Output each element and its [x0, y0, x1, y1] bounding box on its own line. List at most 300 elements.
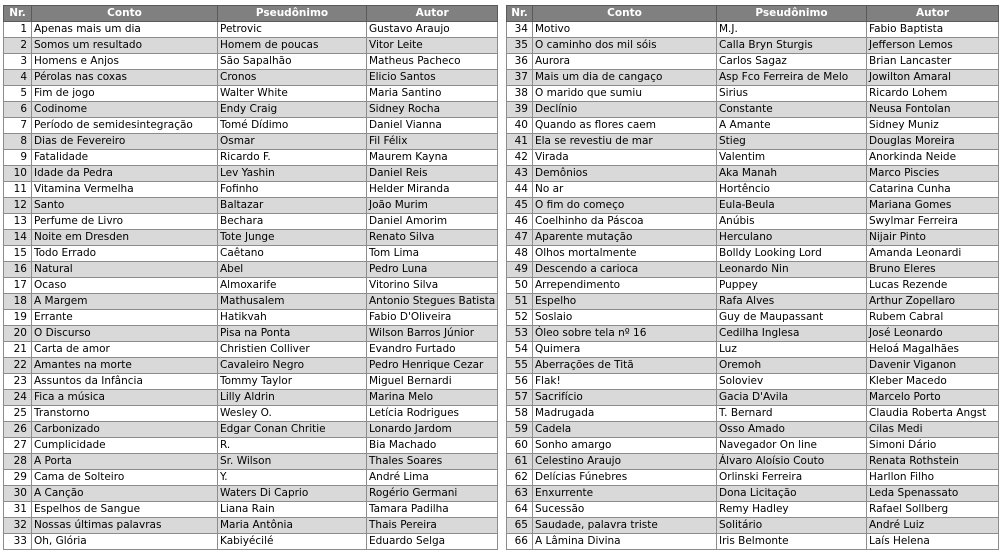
- cell-nr[interactable]: 38: [507, 86, 533, 102]
- cell-pseudonimo[interactable]: Aka Manah: [717, 166, 867, 182]
- cell-pseudonimo[interactable]: Remy Hadley: [717, 502, 867, 518]
- cell-conto[interactable]: Somos um resultado: [32, 38, 218, 54]
- cell-conto[interactable]: Ela se revestiu de mar: [533, 134, 717, 150]
- cell-pseudonimo[interactable]: Pisa na Ponta: [218, 326, 367, 342]
- cell-autor[interactable]: Simoni Dário: [867, 438, 999, 454]
- cell-pseudonimo[interactable]: Lilly Aldrin: [218, 390, 367, 406]
- cell-pseudonimo[interactable]: Orlinski Ferreira: [717, 470, 867, 486]
- cell-pseudonimo[interactable]: Sr. Wilson: [218, 454, 367, 470]
- cell-autor[interactable]: Thales Soares: [367, 454, 498, 470]
- table-row: [4, 310, 498, 326]
- header-pseudonimo[interactable]: Pseudônimo: [218, 6, 367, 22]
- cell-pseudonimo[interactable]: Mathusalem: [218, 294, 367, 310]
- cell-autor[interactable]: Evandro Furtado: [367, 342, 498, 358]
- header-autor[interactable]: Autor: [867, 6, 999, 22]
- cell-autor[interactable]: Daniel Amorim: [367, 214, 498, 230]
- cell-autor[interactable]: Leda Spenassato: [867, 486, 999, 502]
- cell-autor[interactable]: Marcelo Porto: [867, 390, 999, 406]
- cell-autor[interactable]: Bia Machado: [367, 438, 498, 454]
- cell-conto[interactable]: Flak!: [533, 374, 717, 390]
- table-row: [507, 470, 999, 486]
- cell-conto[interactable]: Soslaio: [533, 310, 717, 326]
- cell-conto[interactable]: Oh, Glória: [32, 534, 218, 550]
- cell-pseudonimo[interactable]: Constante: [717, 102, 867, 118]
- cell-pseudonimo[interactable]: Calla Bryn Sturgis: [717, 38, 867, 54]
- cell-conto[interactable]: O fim do começo: [533, 198, 717, 214]
- cell-autor[interactable]: Elicio Santos: [367, 70, 498, 86]
- cell-pseudonimo[interactable]: T. Bernard: [717, 406, 867, 422]
- table-row: [4, 118, 498, 134]
- cell-autor[interactable]: Letícia Rodrigues: [367, 406, 498, 422]
- table-row: [507, 518, 999, 534]
- cell-nr[interactable]: 49: [507, 262, 533, 278]
- cell-autor[interactable]: Eduardo Selga: [367, 534, 498, 550]
- cell-pseudonimo[interactable]: Wesley O.: [218, 406, 367, 422]
- cell-pseudonimo[interactable]: Homem de poucas: [218, 38, 367, 54]
- cell-pseudonimo[interactable]: Waters Di Caprio: [218, 486, 367, 502]
- cell-pseudonimo[interactable]: Liana Rain: [218, 502, 367, 518]
- cell-nr[interactable]: 48: [507, 246, 533, 262]
- cell-pseudonimo[interactable]: Oremoh: [717, 358, 867, 374]
- cell-nr[interactable]: 53: [507, 326, 533, 342]
- cell-pseudonimo[interactable]: Tote Junge: [218, 230, 367, 246]
- cell-autor[interactable]: Amanda Leonardi: [867, 246, 999, 262]
- cell-nr[interactable]: 66: [507, 534, 533, 550]
- cell-nr[interactable]: 31: [4, 502, 32, 518]
- cell-nr[interactable]: 47: [507, 230, 533, 246]
- cell-conto[interactable]: Sonho amargo: [533, 438, 717, 454]
- cell-autor[interactable]: Rogério Germani: [367, 486, 498, 502]
- table-row: [4, 406, 498, 422]
- cell-pseudonimo[interactable]: Edgar Conan Chritie: [218, 422, 367, 438]
- table-row: [507, 534, 999, 550]
- cell-conto[interactable]: Óleo sobre tela nº 16: [533, 326, 717, 342]
- cell-nr[interactable]: 43: [507, 166, 533, 182]
- cell-pseudonimo[interactable]: Maria Antônia: [218, 518, 367, 534]
- cell-conto[interactable]: Madrugada: [533, 406, 717, 422]
- cell-pseudonimo[interactable]: Petrovic: [218, 22, 367, 38]
- cell-autor[interactable]: Swylmar Ferreira: [867, 214, 999, 230]
- header-autor[interactable]: Autor: [367, 6, 498, 22]
- cell-conto[interactable]: Demônios: [533, 166, 717, 182]
- cell-nr[interactable]: 3: [4, 54, 32, 70]
- cell-nr[interactable]: 11: [4, 182, 32, 198]
- cell-pseudonimo[interactable]: Y.: [218, 470, 367, 486]
- cell-conto[interactable]: Todo Errado: [32, 246, 218, 262]
- cell-autor[interactable]: Claudia Roberta Angst: [867, 406, 999, 422]
- cell-autor[interactable]: Anorkinda Neide: [867, 150, 999, 166]
- cell-autor[interactable]: André Lima: [367, 470, 498, 486]
- cell-nr[interactable]: 22: [4, 358, 32, 374]
- cell-nr[interactable]: 20: [4, 326, 32, 342]
- table-row: [507, 502, 999, 518]
- cell-pseudonimo[interactable]: R.: [218, 438, 367, 454]
- cell-conto[interactable]: O marido que sumiu: [533, 86, 717, 102]
- cell-nr[interactable]: 50: [507, 278, 533, 294]
- cell-nr[interactable]: 61: [507, 454, 533, 470]
- cell-pseudonimo[interactable]: Cavaleiro Negro: [218, 358, 367, 374]
- cell-conto[interactable]: Pérolas nas coxas: [32, 70, 218, 86]
- cell-nr[interactable]: 5: [4, 86, 32, 102]
- header-row: [4, 6, 498, 22]
- cell-conto[interactable]: No ar: [533, 182, 717, 198]
- cell-autor[interactable]: Miguel Bernardi: [367, 374, 498, 390]
- cell-pseudonimo[interactable]: Stieg: [717, 134, 867, 150]
- cell-pseudonimo[interactable]: Luz: [717, 342, 867, 358]
- cell-autor[interactable]: Mariana Gomes: [867, 198, 999, 214]
- cell-conto[interactable]: Nossas últimas palavras: [32, 518, 218, 534]
- header-conto[interactable]: Conto: [32, 6, 218, 22]
- table-row: [507, 454, 999, 470]
- cell-autor[interactable]: Jefferson Lemos: [867, 38, 999, 54]
- cell-nr[interactable]: 44: [507, 182, 533, 198]
- cell-autor[interactable]: Brian Lancaster: [867, 54, 999, 70]
- table-row: [4, 150, 498, 166]
- cell-nr[interactable]: 62: [507, 470, 533, 486]
- cell-nr[interactable]: 32: [4, 518, 32, 534]
- cell-pseudonimo[interactable]: Osso Amado: [717, 422, 867, 438]
- cell-conto[interactable]: Codinome: [32, 102, 218, 118]
- table-row: [4, 390, 498, 406]
- cell-conto[interactable]: Coelhinho da Páscoa: [533, 214, 717, 230]
- left-table-body: [4, 22, 498, 550]
- cell-conto[interactable]: Amantes na morte: [32, 358, 218, 374]
- cell-autor[interactable]: Renato Silva: [367, 230, 498, 246]
- cell-conto[interactable]: Fatalidade: [32, 150, 218, 166]
- cell-conto[interactable]: Assuntos da Infância: [32, 374, 218, 390]
- cell-pseudonimo[interactable]: Valentim: [717, 150, 867, 166]
- cell-pseudonimo[interactable]: Rafa Alves: [717, 294, 867, 310]
- cell-pseudonimo[interactable]: Fofinho: [218, 182, 367, 198]
- cell-conto[interactable]: Sacrifício: [533, 390, 717, 406]
- cell-autor[interactable]: Laís Helena: [867, 534, 999, 550]
- cell-pseudonimo[interactable]: Tomé Dídimo: [218, 118, 367, 134]
- cell-pseudonimo[interactable]: Caêtano: [218, 246, 367, 262]
- cell-conto[interactable]: Espelho: [533, 294, 717, 310]
- cell-autor[interactable]: Helder Miranda: [367, 182, 498, 198]
- cell-nr[interactable]: 17: [4, 278, 32, 294]
- cell-autor[interactable]: André Luiz: [867, 518, 999, 534]
- cell-nr[interactable]: 46: [507, 214, 533, 230]
- table-row: [4, 358, 498, 374]
- cell-pseudonimo[interactable]: Hatikvah: [218, 310, 367, 326]
- table-row: [4, 38, 498, 54]
- cell-pseudonimo[interactable]: Navegador On line: [717, 438, 867, 454]
- cell-nr[interactable]: 1: [4, 22, 32, 38]
- cell-pseudonimo[interactable]: Sirius: [717, 86, 867, 102]
- cell-autor[interactable]: Ricardo Lohem: [867, 86, 999, 102]
- cell-conto[interactable]: Santo: [32, 198, 218, 214]
- cell-conto[interactable]: Quimera: [533, 342, 717, 358]
- cell-autor[interactable]: Marina Melo: [367, 390, 498, 406]
- cell-conto[interactable]: O caminho dos mil sóis: [533, 38, 717, 54]
- right-table: [506, 5, 999, 550]
- cell-conto[interactable]: O Discurso: [32, 326, 218, 342]
- cell-nr[interactable]: 29: [4, 470, 32, 486]
- cell-pseudonimo[interactable]: Anúbis: [717, 214, 867, 230]
- cell-conto[interactable]: Arrependimento: [533, 278, 717, 294]
- header-conto[interactable]: Conto: [533, 6, 717, 22]
- cell-conto[interactable]: Período de semidesintegração: [32, 118, 218, 134]
- cell-autor[interactable]: Gustavo Araujo: [367, 22, 498, 38]
- cell-nr[interactable]: 59: [507, 422, 533, 438]
- cell-autor[interactable]: José Leonardo: [867, 326, 999, 342]
- cell-conto[interactable]: Dias de Fevereiro: [32, 134, 218, 150]
- cell-conto[interactable]: Fim de jogo: [32, 86, 218, 102]
- table-row: [507, 406, 999, 422]
- cell-conto[interactable]: Cadela: [533, 422, 717, 438]
- cell-autor[interactable]: Tom Lima: [367, 246, 498, 262]
- cell-pseudonimo[interactable]: Soloviev: [717, 374, 867, 390]
- cell-autor[interactable]: Vitorino Silva: [367, 278, 498, 294]
- cell-nr[interactable]: 28: [4, 454, 32, 470]
- cell-conto[interactable]: Quando as flores caem: [533, 118, 717, 134]
- cell-autor[interactable]: Antonio Stegues Batista: [367, 294, 498, 310]
- cell-nr[interactable]: 39: [507, 102, 533, 118]
- cell-conto[interactable]: A Canção: [32, 486, 218, 502]
- cell-nr[interactable]: 37: [507, 70, 533, 86]
- cell-nr[interactable]: 14: [4, 230, 32, 246]
- cell-nr[interactable]: 56: [507, 374, 533, 390]
- cell-nr[interactable]: 4: [4, 70, 32, 86]
- cell-autor[interactable]: Vitor Leite: [367, 38, 498, 54]
- cell-nr[interactable]: 27: [4, 438, 32, 454]
- cell-conto[interactable]: Saudade, palavra triste: [533, 518, 717, 534]
- cell-nr[interactable]: 63: [507, 486, 533, 502]
- cell-nr[interactable]: 33: [4, 534, 32, 550]
- cell-autor[interactable]: Fabio D'Oliveira: [367, 310, 498, 326]
- cell-autor[interactable]: Sidney Muniz: [867, 118, 999, 134]
- cell-autor[interactable]: Lonardo Jardom: [367, 422, 498, 438]
- cell-conto[interactable]: Transtorno: [32, 406, 218, 422]
- cell-pseudonimo[interactable]: Hortêncio: [717, 182, 867, 198]
- cell-nr[interactable]: 60: [507, 438, 533, 454]
- cell-autor[interactable]: Thais Pereira: [367, 518, 498, 534]
- cell-autor[interactable]: Jowilton Amaral: [867, 70, 999, 86]
- cell-autor[interactable]: Lucas Rezende: [867, 278, 999, 294]
- cell-nr[interactable]: 15: [4, 246, 32, 262]
- cell-nr[interactable]: 54: [507, 342, 533, 358]
- cell-nr[interactable]: 58: [507, 406, 533, 422]
- cell-conto[interactable]: Ocaso: [32, 278, 218, 294]
- cell-autor[interactable]: Catarina Cunha: [867, 182, 999, 198]
- cell-conto[interactable]: Aberrações de Titã: [533, 358, 717, 374]
- cell-conto[interactable]: Idade da Pedra: [32, 166, 218, 182]
- table-row: [4, 438, 498, 454]
- cell-autor[interactable]: Maria Santino: [367, 86, 498, 102]
- cell-pseudonimo[interactable]: Bolldy Looking Lord: [717, 246, 867, 262]
- cell-autor[interactable]: João Murim: [367, 198, 498, 214]
- cell-autor[interactable]: Kleber Macedo: [867, 374, 999, 390]
- cell-conto[interactable]: Perfume de Livro: [32, 214, 218, 230]
- cell-nr[interactable]: 51: [507, 294, 533, 310]
- cell-conto[interactable]: Motivo: [533, 22, 717, 38]
- cell-pseudonimo[interactable]: Cronos: [218, 70, 367, 86]
- cell-nr[interactable]: 18: [4, 294, 32, 310]
- cell-nr[interactable]: 42: [507, 150, 533, 166]
- cell-conto[interactable]: Carbonizado: [32, 422, 218, 438]
- cell-autor[interactable]: Fil Félix: [367, 134, 498, 150]
- cell-pseudonimo[interactable]: Leonardo Nin: [717, 262, 867, 278]
- cell-pseudonimo[interactable]: Herculano: [717, 230, 867, 246]
- cell-conto[interactable]: Homens e Anjos: [32, 54, 218, 70]
- cell-nr[interactable]: 52: [507, 310, 533, 326]
- table-row: [4, 486, 498, 502]
- cell-autor[interactable]: Neusa Fontolan: [867, 102, 999, 118]
- table-row: [4, 70, 498, 86]
- cell-pseudonimo[interactable]: Puppey: [717, 278, 867, 294]
- header-nr[interactable]: Nr.: [4, 6, 32, 22]
- cell-nr[interactable]: 9: [4, 150, 32, 166]
- cell-pseudonimo[interactable]: Kabiyécilé: [218, 534, 367, 550]
- cell-autor[interactable]: Pedro Luna: [367, 262, 498, 278]
- cell-conto[interactable]: Natural: [32, 262, 218, 278]
- cell-pseudonimo[interactable]: Dona Licitação: [717, 486, 867, 502]
- cell-conto[interactable]: Cama de Solteiro: [32, 470, 218, 486]
- cell-autor[interactable]: Wilson Barros Júnior: [367, 326, 498, 342]
- cell-conto[interactable]: Vitamina Vermelha: [32, 182, 218, 198]
- cell-conto[interactable]: Virada: [533, 150, 717, 166]
- cell-autor[interactable]: Matheus Pacheco: [367, 54, 498, 70]
- cell-conto[interactable]: Enxurrente: [533, 486, 717, 502]
- table-row: [4, 470, 498, 486]
- cell-conto[interactable]: A Lâmina Divina: [533, 534, 717, 550]
- cell-autor[interactable]: Pedro Henrique Cezar: [367, 358, 498, 374]
- cell-autor[interactable]: Daniel Reis: [367, 166, 498, 182]
- cell-autor[interactable]: Arthur Zopellaro: [867, 294, 999, 310]
- cell-conto[interactable]: Celestino Araujo: [533, 454, 717, 470]
- cell-conto[interactable]: Apenas mais um dia: [32, 22, 218, 38]
- cell-nr[interactable]: 21: [4, 342, 32, 358]
- header-pseudonimo[interactable]: Pseudônimo: [717, 6, 867, 22]
- table-row: [507, 182, 999, 198]
- cell-nr[interactable]: 24: [4, 390, 32, 406]
- cell-conto[interactable]: Fica a música: [32, 390, 218, 406]
- cell-autor[interactable]: Douglas Moreira: [867, 134, 999, 150]
- cell-nr[interactable]: 16: [4, 262, 32, 278]
- cell-autor[interactable]: Heloá Magalhães: [867, 342, 999, 358]
- cell-autor[interactable]: Cilas Medi: [867, 422, 999, 438]
- cell-nr[interactable]: 40: [507, 118, 533, 134]
- cell-autor[interactable]: Marco Piscies: [867, 166, 999, 182]
- cell-nr[interactable]: 55: [507, 358, 533, 374]
- cell-pseudonimo[interactable]: Osmar: [218, 134, 367, 150]
- cell-autor[interactable]: Davenir Viganon: [867, 358, 999, 374]
- cell-pseudonimo[interactable]: Bechara: [218, 214, 367, 230]
- cell-nr[interactable]: 7: [4, 118, 32, 134]
- cell-nr[interactable]: 19: [4, 310, 32, 326]
- table-row: [507, 246, 999, 262]
- cell-pseudonimo[interactable]: Lev Yashin: [218, 166, 367, 182]
- cell-nr[interactable]: 65: [507, 518, 533, 534]
- cell-autor[interactable]: Bruno Eleres: [867, 262, 999, 278]
- cell-pseudonimo[interactable]: Ricardo F.: [218, 150, 367, 166]
- cell-autor[interactable]: Daniel Vianna: [367, 118, 498, 134]
- cell-pseudonimo[interactable]: Gacia D'Avila: [717, 390, 867, 406]
- cell-nr[interactable]: 35: [507, 38, 533, 54]
- cell-nr[interactable]: 23: [4, 374, 32, 390]
- cell-autor[interactable]: Rubem Cabral: [867, 310, 999, 326]
- table-row: [4, 326, 498, 342]
- cell-nr[interactable]: 8: [4, 134, 32, 150]
- cell-conto[interactable]: Aurora: [533, 54, 717, 70]
- cell-autor[interactable]: Harllon Filho: [867, 470, 999, 486]
- cell-nr[interactable]: 12: [4, 198, 32, 214]
- table-row: [507, 166, 999, 182]
- cell-pseudonimo[interactable]: Cedilha Inglesa: [717, 326, 867, 342]
- cell-conto[interactable]: Aparente mutação: [533, 230, 717, 246]
- cell-conto[interactable]: Descendo a carioca: [533, 262, 717, 278]
- cell-pseudonimo[interactable]: São Sapalhão: [218, 54, 367, 70]
- cell-conto[interactable]: Mais um dia de cangaço: [533, 70, 717, 86]
- cell-pseudonimo[interactable]: A Amante: [717, 118, 867, 134]
- table-row: [507, 22, 999, 38]
- cell-conto[interactable]: A Porta: [32, 454, 218, 470]
- cell-pseudonimo[interactable]: Almoxarife: [218, 278, 367, 294]
- cell-autor[interactable]: Sidney Rocha: [367, 102, 498, 118]
- cell-nr[interactable]: 13: [4, 214, 32, 230]
- cell-autor[interactable]: Maurem Kayna: [367, 150, 498, 166]
- cell-conto[interactable]: Olhos mortalmente: [533, 246, 717, 262]
- table-row: [4, 518, 498, 534]
- cell-conto[interactable]: Delícias Fúnebres: [533, 470, 717, 486]
- cell-conto[interactable]: Declínio: [533, 102, 717, 118]
- cell-conto[interactable]: A Margem: [32, 294, 218, 310]
- cell-nr[interactable]: 10: [4, 166, 32, 182]
- cell-nr[interactable]: 64: [507, 502, 533, 518]
- cell-nr[interactable]: 34: [507, 22, 533, 38]
- cell-autor[interactable]: Rafael Sollberg: [867, 502, 999, 518]
- cell-nr[interactable]: 57: [507, 390, 533, 406]
- cell-conto[interactable]: Espelhos de Sangue: [32, 502, 218, 518]
- cell-nr[interactable]: 36: [507, 54, 533, 70]
- cell-conto[interactable]: Sucessão: [533, 502, 717, 518]
- cell-conto[interactable]: Carta de amor: [32, 342, 218, 358]
- table-row: [507, 390, 999, 406]
- cell-autor[interactable]: Tamara Padilha: [367, 502, 498, 518]
- cell-pseudonimo[interactable]: Abel: [218, 262, 367, 278]
- cell-pseudonimo[interactable]: Baltazar: [218, 198, 367, 214]
- cell-nr[interactable]: 26: [4, 422, 32, 438]
- cell-nr[interactable]: 45: [507, 198, 533, 214]
- cell-autor[interactable]: Nijair Pinto: [867, 230, 999, 246]
- cell-autor[interactable]: Renata Rothstein: [867, 454, 999, 470]
- cell-pseudonimo[interactable]: Endy Craig: [218, 102, 367, 118]
- cell-pseudonimo[interactable]: Iris Belmonte: [717, 534, 867, 550]
- cell-nr[interactable]: 6: [4, 102, 32, 118]
- header-nr[interactable]: Nr.: [507, 6, 533, 22]
- cell-nr[interactable]: 41: [507, 134, 533, 150]
- cell-pseudonimo[interactable]: Asp Fco Ferreira de Melo: [717, 70, 867, 86]
- cell-pseudonimo[interactable]: Solitário: [717, 518, 867, 534]
- cell-nr[interactable]: 2: [4, 38, 32, 54]
- cell-conto[interactable]: Errante: [32, 310, 218, 326]
- cell-pseudonimo[interactable]: Guy de Maupassant: [717, 310, 867, 326]
- cell-pseudonimo[interactable]: Carlos Sagaz: [717, 54, 867, 70]
- cell-pseudonimo[interactable]: Eula-Beula: [717, 198, 867, 214]
- cell-nr[interactable]: 30: [4, 486, 32, 502]
- cell-nr[interactable]: 25: [4, 406, 32, 422]
- cell-conto[interactable]: Noite em Dresden: [32, 230, 218, 246]
- cell-pseudonimo[interactable]: Tommy Taylor: [218, 374, 367, 390]
- cell-pseudonimo[interactable]: Álvaro Aloísio Couto: [717, 454, 867, 470]
- cell-pseudonimo[interactable]: M.J.: [717, 22, 867, 38]
- table-row: [4, 182, 498, 198]
- cell-pseudonimo[interactable]: Christien Colliver: [218, 342, 367, 358]
- cell-autor[interactable]: Fabio Baptista: [867, 22, 999, 38]
- cell-conto[interactable]: Cumplicidade: [32, 438, 218, 454]
- cell-pseudonimo[interactable]: Walter White: [218, 86, 367, 102]
